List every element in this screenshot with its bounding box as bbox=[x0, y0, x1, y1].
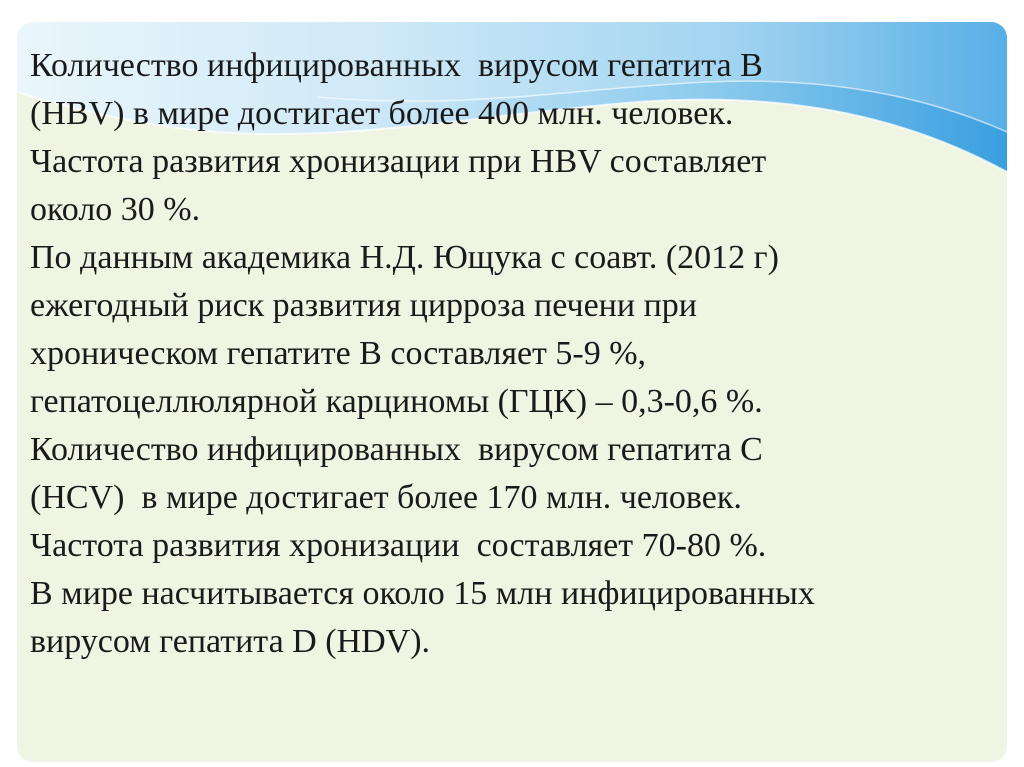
slide-text-body bbox=[30, 42, 990, 666]
slide-card bbox=[17, 22, 1007, 762]
text-line-9: Количество инфицированных вирусом гепатита С bbox=[30, 431, 763, 468]
text-line-8: гепатоцеллюлярной карциномы (ГЦК) – 0,3-0,6 %. bbox=[30, 383, 763, 420]
text-line-6: ежегодный риск развития цирроза печени при bbox=[30, 287, 697, 324]
text-line-12: В мире насчитывается около 15 млн инфицированных bbox=[30, 575, 815, 612]
text-line-7: хроническом гепатите В составляет 5-9 %, bbox=[30, 335, 647, 372]
text-line-10: (HCV) в мире достигает более 170 млн. человек. bbox=[30, 479, 742, 516]
text-line-11: Частота развития хронизации составляет 70-80 %. bbox=[30, 527, 767, 564]
text-line-13: вирусом гепатита D (HDV). bbox=[30, 623, 431, 660]
text-line-4: около 30 %. bbox=[30, 191, 201, 228]
text-line-2: (HBV) в мире достигает более 400 млн. человек. bbox=[30, 95, 734, 132]
text-line-1: Количество инфицированных вирусом гепатита В bbox=[30, 47, 763, 84]
text-line-3: Частота развития хронизации при HBV составляет bbox=[30, 143, 767, 180]
text-line-5: По данным академика Н.Д. Ющука с соавт. (2012 г) bbox=[30, 239, 779, 276]
